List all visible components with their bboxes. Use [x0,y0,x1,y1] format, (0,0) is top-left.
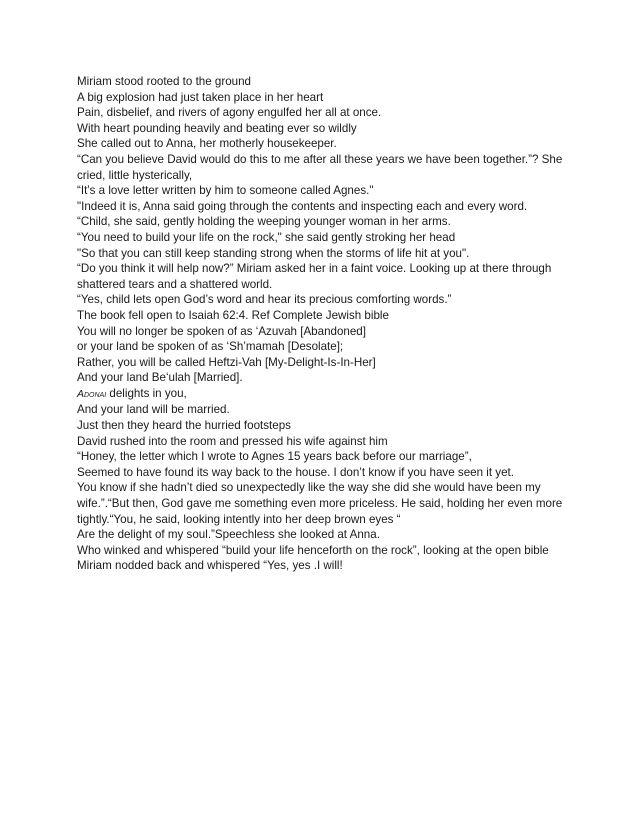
text-line: “Yes, child lets open God’s word and hear its precious comforting words.” [77,293,452,307]
text-line: Miriam stood rooted to the ground [77,75,252,88]
text-line: And your land will be married. [77,403,230,417]
text-line: Are the delight of my soul.”Speechless she looked at Anna. [77,528,380,542]
text-line: or your land be spoken of as ‘Sh’mamah [Desolate]; [77,340,344,354]
text-line: “Do you think it will help now?” Miriam asked her in a faint voice. Looking up at there through shattered tears and a shattered world. [77,262,552,291]
adonai-word: Adonai [77,387,107,400]
text-line: “Honey, the letter which I wrote to Agnes 15 years back before our marriage”, [77,450,472,464]
text-line: Miriam nodded back and whispered “Yes, yes .I will! [77,559,343,573]
text-line: And your land Be‘ulah [Married]. [77,371,243,385]
text-line: Who winked and whispered “build your life henceforth on the rock”, looking at the open bible [77,543,549,557]
text-line: With heart pounding heavily and beating ever so wildly [77,121,357,135]
story-text [77,74,567,574]
text-line: A big explosion had just taken place in her heart [77,90,324,104]
text-line-adonai [77,386,567,403]
text-line: Seemed to have found its way back to the house. I don’t know if you have seen it yet. [77,465,514,479]
text-line: Pain, disbelief, and rivers of agony engulfed her all at once. [77,106,382,120]
text-line: David rushed into the room and pressed his wife against him [77,434,388,448]
text-line: “Child, she said, gently holding the weeping younger woman in her arms. [77,215,451,229]
text-line: She called out to Anna, her motherly housekeeper. [77,137,337,151]
text-line: Rather, you will be called Heftzi-Vah [My-Delight-Is-In-Her] [77,355,376,369]
adonai-rest: delights in you, [106,386,187,400]
text-line: Just then they heard the hurried footsteps [77,419,291,433]
text-line: "So that you can still keep standing strong when the storms of life hit at you". [77,246,470,260]
text-line: “You need to build your life on the rock," she said gently stroking her head [77,230,456,244]
text-line: “It’s a love letter written by him to someone called Agnes." [77,184,374,198]
text-line: "Indeed it is, Anna said going through the contents and inspecting each and every word. [77,199,528,213]
text-line: You will no longer be spoken of as ‘Azuvah [Abandoned] [77,324,366,338]
text-line: The book fell open to Isaiah 62:4. Ref Complete Jewish bible [77,308,389,322]
text-line: “Can you believe David would do this to me after all these years we have been together.”? She cried, little hysterically, [77,152,563,182]
text-line: You know if she hadn’t died so unexpectedly like the way she did she would have been my wife.”.“But then, God gave me something even more priceless. He said, holding her even more tightly.“You, he said, looking intently into her deep brown eyes “ [77,481,563,526]
